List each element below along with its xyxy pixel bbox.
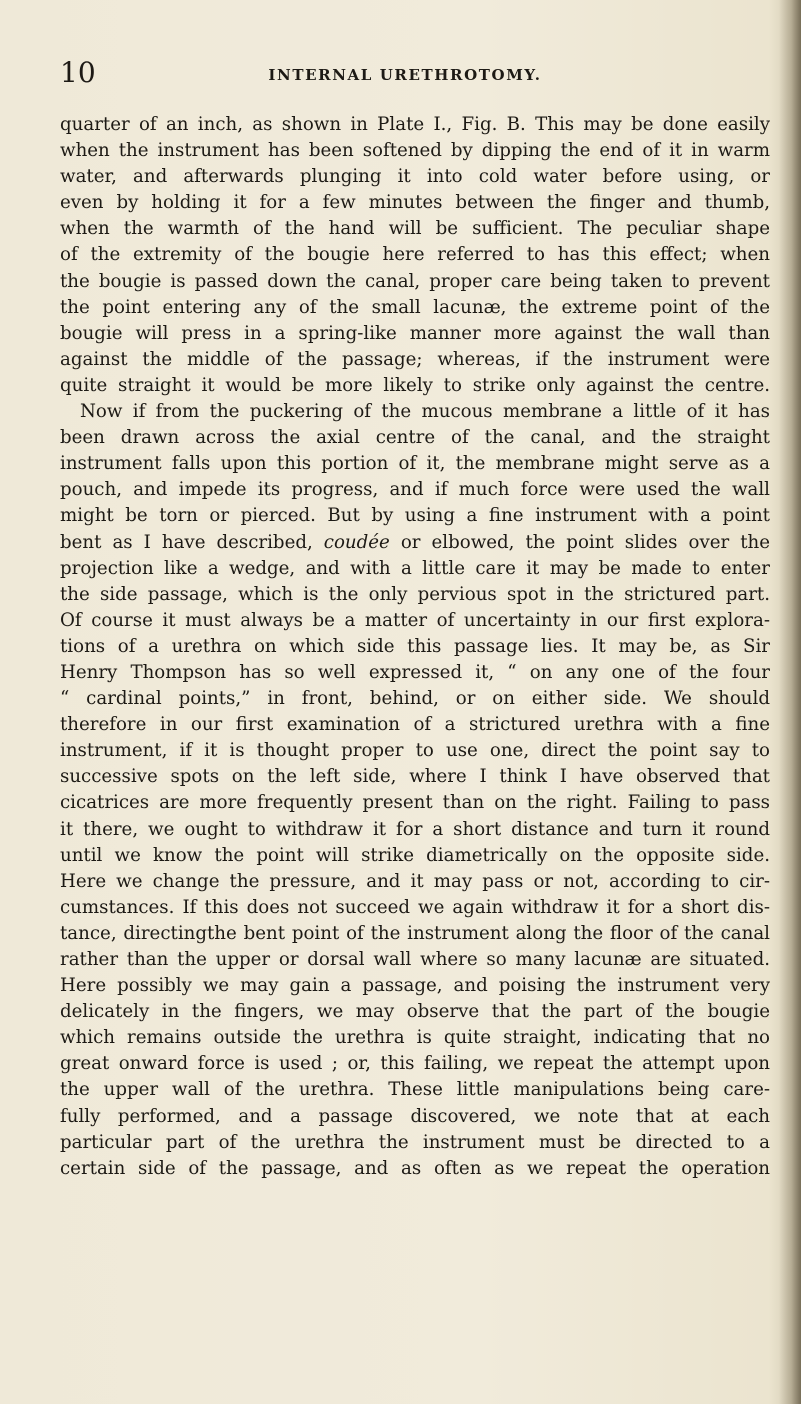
text-line: until we know the point will strike diametrically on the opposite side. — [60, 844, 770, 866]
text-line: water, and afterwards plunging it into cold water before using, or — [60, 166, 770, 188]
text-line: quarter of an inch, as shown in Plate I., Fig. B. This may be done easily — [60, 114, 770, 135]
text-line: against the middle of the passage; whereas, if the instrument were — [60, 348, 770, 370]
text-line: fully performed, and a passage discovered, we note that at each — [60, 1105, 770, 1127]
text-line: the point entering any of the small lacunæ, the extreme point of the — [60, 296, 770, 318]
text-line: bent as I have described, coudée or elbowed, the point slides over the — [60, 531, 770, 553]
text-line: the upper wall of the urethra. These little manipulations being care- — [60, 1079, 770, 1101]
text-line: rather than the upper or dorsal wall where so many lacunæ are situated. — [60, 949, 770, 970]
text-line: Of course it must always be a matter of uncertainty in our first explora- — [60, 609, 770, 631]
text-line: Here we change the pressure, and it may pass or not, according to cir- — [60, 870, 770, 892]
text-line: pouch, and impede its progress, and if much force were used the wall — [60, 479, 770, 501]
text-line: which remains outside the urethra is quite straight, indicating that no — [60, 1027, 770, 1049]
text-line: been drawn across the axial centre of the canal, and the straight — [60, 427, 770, 449]
text-line: instrument, if it is thought proper to use one, direct the point say to — [60, 740, 770, 762]
text-line: cumstances. If this does not succeed we again withdraw it for a short dis- — [60, 896, 770, 918]
text-line: Now if from the puckering of the mucous membrane a little of it has — [80, 401, 770, 423]
text-line: when the instrument has been softened by dipping the end of it in warm — [60, 140, 770, 162]
text-line: particular part of the urethra the instrument must be directed to a — [60, 1131, 770, 1153]
body-paragraph — [60, 112, 770, 1182]
text-line: Henry Thompson has so well expressed it, “ on any one of the four — [60, 661, 770, 683]
running-title: INTERNAL URETHROTOMY. — [268, 66, 542, 84]
text-line: tance, directingthe bent point of the instrument along the floor of the canal — [60, 922, 770, 944]
text-line: tions of a urethra on which side this passage lies. It may be, as Sir — [60, 635, 770, 657]
text-line: might be torn or pierced. But by using a fine instrument with a point — [60, 505, 770, 527]
text-line: of the extremity of the bougie here referred to has this effect; when — [60, 244, 770, 266]
text-line: bougie will press in a spring-like manner more against the wall than — [60, 322, 770, 344]
text-line: when the warmth of the hand will be sufficient. The peculiar shape — [60, 218, 770, 240]
text-line: even by holding it for a few minutes between the finger and thumb, — [60, 192, 770, 214]
text-line: great onward force is used ; or, this failing, we repeat the attempt upon — [60, 1053, 770, 1075]
text-line: instrument falls upon this portion of it, the membrane might serve as a — [60, 453, 770, 475]
text-line: it there, we ought to withdraw it for a short distance and turn it round — [60, 818, 770, 840]
page-header — [60, 56, 750, 89]
text-line: quite straight it would be more likely to strike only against the centre. — [60, 374, 770, 396]
text-line: certain side of the passage, and as often as we repeat the operation — [60, 1157, 770, 1179]
page-edge-shadow — [779, 0, 801, 1404]
text-line: the side passage, which is the only pervious spot in the strictured part. — [60, 583, 770, 605]
text-line: Here possibly we may gain a passage, and poising the instrument very — [60, 975, 770, 997]
text-line: successive spots on the left side, where I think I have observed that — [60, 766, 770, 788]
text-line: projection like a wedge, and with a little care it may be made to enter — [60, 557, 770, 579]
text-line: delicately in the fingers, we may observe that the part of the bougie — [60, 1001, 770, 1023]
text-line: cicatrices are more frequently present than on the right. Failing to pass — [60, 792, 770, 814]
text-line: therefore in our first examination of a strictured urethra with a fine — [60, 714, 770, 736]
page-number: 10 — [60, 56, 96, 89]
text-line: “ cardinal points,” in front, behind, or on either side. We should — [60, 688, 770, 710]
text-line: the bougie is passed down the canal, proper care being taken to prevent — [60, 270, 770, 292]
